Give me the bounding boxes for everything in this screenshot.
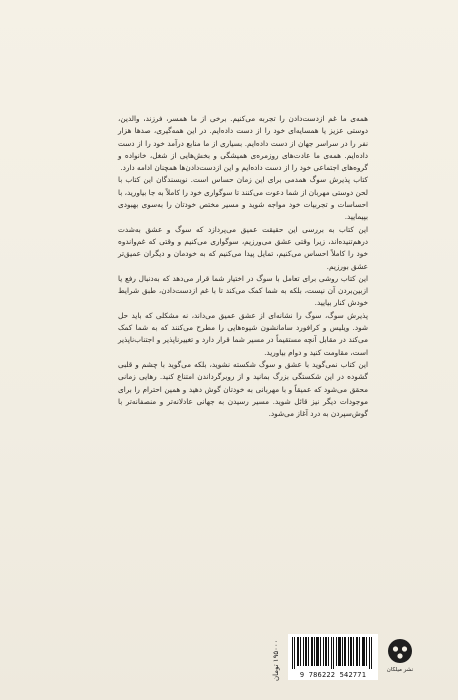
blurb-paragraph: این کتاب روشی برای تعامل با سوگ در اختیار شما قرار می‌دهد که به‌دنبال رفع یا ازبین‌بردن آن نیست، بلکه به شما کمک می‌کند تا با غم ازدست‌دادن، طبق شرایط خودش کنار بیایید. [118,273,368,308]
publisher-name: نشر میلکان [386,667,414,673]
blurb-paragraph: پذیرش سوگ، سوگ را نشانه‌ای از عشق عمیق می‌داند، نه مشکلی که باید حل شود. ویلیس و کرافورد سامانشون شیوه‌هایی را مطرح می‌کنند که به شما کمک می‌کند در مقابل آنچه مستقیماً در مسیر شما قرار دارد و تغییرناپذیر و اجتناب‌ناپذیر است، مقاومت کنید و دوام بیاورید. [118,310,368,357]
blurb-paragraph: این کتاب به بررسی این حقیقت عمیق می‌پردازد که سوگ و عشق به‌شدت درهم‌تنیده‌اند، زیرا وقتی عشق می‌ورزیم، سوگواری می‌کنیم و وقتی که غم‌واندوه خود را کاملاً احساس می‌کنیم، تمایل پیدا می‌کنیم که به خودمان و دیگران عمیق‌تر عشق بورزیم. [118,224,368,271]
publisher-logo [380,636,420,680]
blurb-paragraph: همه‌ی ما غم ازدست‌دادن را تجربه می‌کنیم. برخی از ما همسر، فرزند، والدین، دوستی عزیز یا همسایه‌ای خود را از دست داده‌ایم. در این همه‌گیری، صدها هزار نفر را در سراسر جهان از دست داده‌ایم. بسیاری از ما منابع درآمد خود را از دست داده‌ایم. همه‌ی ما عادت‌های روزمره‌ی همیشگی و بخش‌هایی از شغل، خانواده و گروه‌های اجتماعی خود را از دست داده‌ایم و این ازدست‌دادن‌ها همچنان ادامه دارد. [118,114,368,173]
blurb-paragraph: این کتاب نمی‌گوید با عشق و سوگ شکسته نشوید، بلکه می‌گوید با چشم و قلبی گشوده در این شکستگی بزرگ بمانید و از روبرگرداندن امتناع کنید. رهایی زمانی محقق می‌شود که عمیقاً و با مهربانی به خودتان گوش دهید و همین احترام را برای موجودات دیگر نیز قائل شوید. مسیر رسیدن به جهانی عادلانه‌تر و منصفانه‌تر با گوش‌سپردن به درد آغاز می‌شود. [118,359,368,419]
publisher-emblem-icon [380,636,420,668]
barcode-bars-icon [292,637,374,669]
blurb-paragraph: کتاب پذیرش سوگ همدمی برای این زمان حساس است. نویسندگان این کتاب با لحن دوستی مهربان از شما دعوت می‌کنند تا سوگواری خود را کاملاً به جا بیاورید، با احساسات و تجربیات خود مواجه شوید و مسیر مختص خودتان را به‌سوی بهبودی بپیمایید. [118,175,368,222]
isbn-number: 9 786222 542771 [299,671,367,679]
price-label: ۱۹۵۰۰۰ تومان [272,640,280,682]
isbn-barcode [288,634,378,680]
back-cover-blurb [118,113,368,420]
